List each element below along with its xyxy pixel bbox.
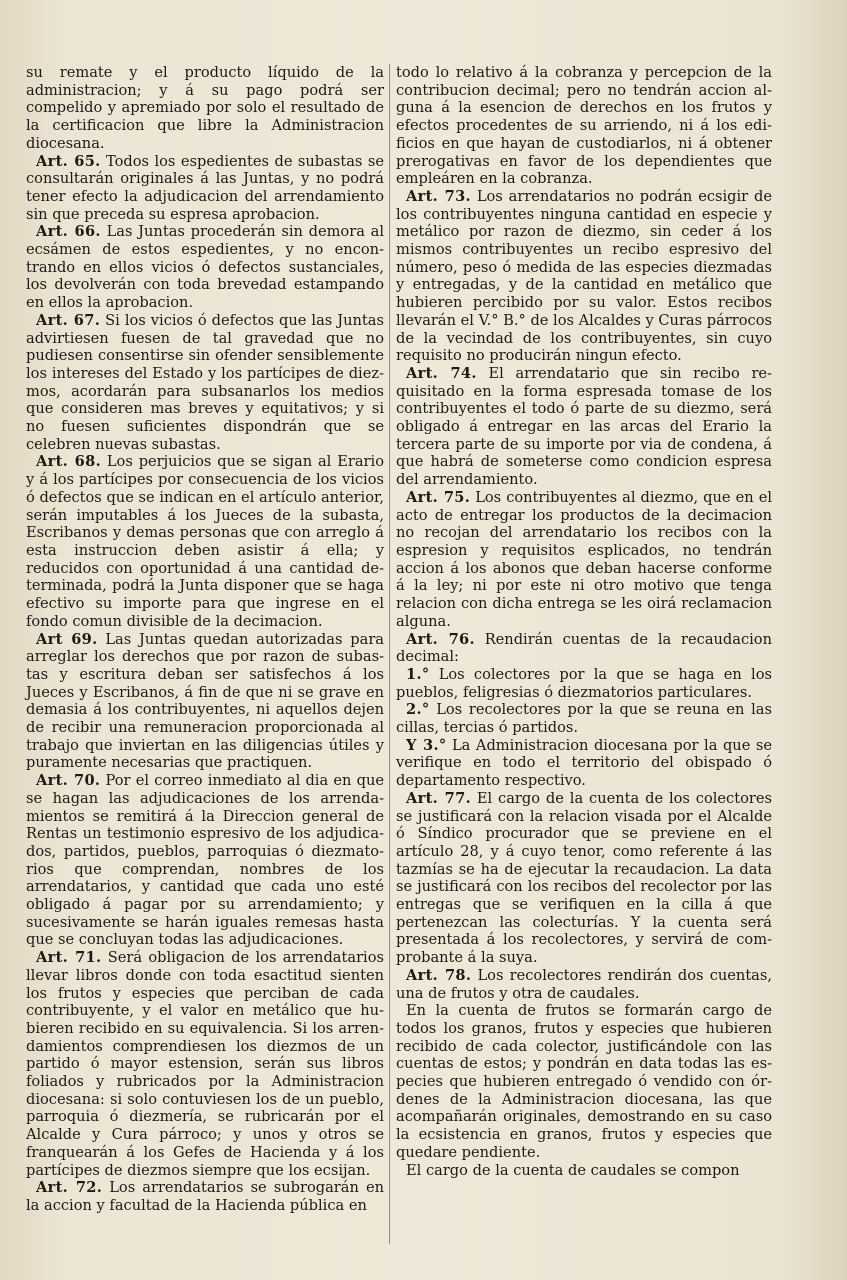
paragraph-text: Los contribuyentes al diezmo, que en el acto de entregar los productos de la decimacion no recojan del arrendatario los recibos con la espresion y requisitos esplicados, no tendrán accion á los abonos que deban hacerse conforme á la ley; ni por este ni otro motivo que tenga relacion con dicha entrega se les oirá reclamacion alguna. <box>396 488 772 630</box>
article-number: 2.° <box>406 701 430 719</box>
paragraph <box>26 772 384 949</box>
paragraph <box>26 312 384 454</box>
paragraph <box>396 737 772 790</box>
paragraph <box>396 489 772 631</box>
paragraph <box>396 1162 772 1180</box>
article-number: Art. 70. <box>36 772 101 790</box>
paragraph <box>396 64 772 188</box>
paragraph <box>396 701 772 736</box>
paragraph-text: El arrendatario que sin recibo requisitado en la forma espresada tomase de los contribuyentes el todo ó parte de su diezmo, será obligado á entregar en las arcas del Erario la tercera parte de su importe por via de condena, á que habrá de someterse como condicion espresa del arrendamiento. <box>396 364 772 489</box>
article-number: 1.° <box>406 665 430 683</box>
paragraph-text: En la cuenta de frutos se formarán cargo de todos los granos, frutos y especies que hubieren recibido de cada colector, justificándole con las cuentas de estos; y pondrán en data todas las especies que hubieren entregado ó vendido con órdenes de la Administracion diocesana, las que acompañarán originales, demostrando en su caso la ecsistencia en granos, frutos y especies que quedare pendiente. <box>396 1002 772 1161</box>
paragraph <box>26 64 384 153</box>
paragraph <box>396 790 772 967</box>
article-number: Art. 74. <box>406 364 477 382</box>
paragraph-text: Los arrendatarios no podrán ecsigir de los contribuyentes ninguna cantidad en especie y metálico por razon de diezmo, sin ceder á los mismos contribuyentes un recibo espresivo del número, peso ó medida de las especies diezmadas y entregadas, y de la cantidad en metálico que hubieren percibido por su valor. Estos recibos llevarán el V.° B.° de los Alcaldes y Curas párrocos de la vecindad de los contribuyentes, sin cuyo requisito no producirán ningun efecto. <box>396 187 772 365</box>
paragraph <box>26 1179 384 1214</box>
article-number: Y 3.° <box>406 736 447 754</box>
column-divider <box>389 64 390 1244</box>
paragraph-text: Los recolectores rendirán dos cuentas, una de frutos y otra de caudales. <box>396 966 773 1002</box>
paragraph <box>396 631 772 666</box>
article-number: Art. 68. <box>36 453 101 471</box>
article-number: Art. 72. <box>36 1179 103 1197</box>
paragraph-text: Todos los espedientes de subastas se consultarán originales á las Juntas, y no podrá tener efecto la adjudicacion del arrendamiento sin que preceda su espresa aprobacion. <box>26 152 384 223</box>
article-number: Art. 77. <box>406 789 471 807</box>
paragraph <box>26 153 384 224</box>
article-number: Art. 73. <box>406 187 471 205</box>
article-number: Art. 67. <box>36 311 101 329</box>
article-number: Art. 78. <box>406 966 472 984</box>
paragraph <box>26 223 384 312</box>
paragraph-text: El cargo de la cuenta de los colectores se justificará con la relacion visada por el Alcalde ó Síndico procurador que se previene en el artículo 28, y á cuyo tenor, como referente á las tazmías se ha de ejecutar la recaudacion. La data se justificará con los recibos del recolector por las entregas que se verifiquen en la cilla á que pertenezcan las colecturías. Y la cuenta será presentada á los recolectores, y servirá de comprobante á la suya. <box>396 789 772 967</box>
paragraph <box>396 1002 772 1161</box>
paragraph-text: Los recolectores por la que se reuna en las cillas, tercias ó partidos. <box>396 701 772 737</box>
paragraph <box>26 949 384 1179</box>
paragraph <box>26 631 384 773</box>
paragraph-text: su remate y el producto líquido de la administracion; y á su pago podrá ser compelido y apremiado por solo el resultado de la certificacion que libre la Administracion diocesana. <box>26 64 384 152</box>
right-column <box>396 64 772 1179</box>
paragraph-text: El cargo de la cuenta de caudales se compon <box>406 1161 740 1179</box>
paragraph-text: Rendirán cuentas de la recaudacion decimal: <box>396 630 772 666</box>
paragraph <box>26 453 384 630</box>
paragraph-text: Los arrendatarios se subrogarán en la accion y facultad de la Hacienda pública en <box>26 1179 384 1214</box>
paragraph-text: todo lo relativo á la cobranza y percepcion de la contribucion decimal; pero no tendrán accion alguna á la esencion de derechos en los frutos y efectos procedentes de su arriendo, ni á los edificios en que hayan de custodiarlos, ni á obtener prerogativas en favor de los dependientes que empleáren en la cobranza. <box>396 64 772 188</box>
paragraph <box>396 188 772 365</box>
paragraph-text: Será obligacion de los arrendatarios llevar libros donde con toda esactitud sienten los frutos y especies que perciban de cada contribuyente, y el valor en metálico que hubieren recibido en su equivalencia. Si los arrendamientos comprendiesen los diezmos de un partido ó mayor estension, serán sus libros foliados y rubricados por la Administracion diocesana: si solo contuviesen los de un pueblo, parroquia ó diezmería, se rubricarán por el Alcalde y Cura párroco; y unos y otros se franquearán á los Gefes de Hacienda y á los partícipes de diezmos siempre que los ecsijan. <box>26 949 384 1179</box>
paragraph <box>396 666 772 701</box>
left-column <box>26 64 384 1215</box>
article-number: Art. 71. <box>36 949 102 967</box>
article-number: Art. 76. <box>406 630 475 648</box>
article-number: Art 69. <box>36 630 98 648</box>
paragraph-text: Los perjuicios que se sigan al Erario y á los partícipes por consecuencia de los vicios ó defectos que se indican en el artículo anterior, serán imputables á los Jueces de la subasta, Escribanos y demas personas que con arreglo á esta instruccion deben asistir á ella; y reducidos con oportunidad á una cantidad determinada, podrá la Junta disponer que se haga efectivo su importe para que ingrese en el fondo comun divisible de la decimacion. <box>26 453 384 630</box>
article-number: Art. 66. <box>36 223 101 241</box>
paragraph-text: Las Juntas quedan autorizadas para arreglar los derechos que por razon de subastas y escritura deban ser satisfechos á los Jueces y Escribanos, á fin de que ni se grave en demasia á los contribuyentes, ni aquellos dejen de recibir una remuneracion proporcionada al trabajo que inviertan en las diligencias útiles y puramente necesarias que practiquen. <box>26 630 384 772</box>
article-number: Art. 75. <box>406 488 471 506</box>
paragraph-text: Los colectores por la que se haga en los pueblos, feligresias ó diezmatorios particulares. <box>396 665 772 701</box>
article-number: Art. 65. <box>36 152 101 170</box>
paragraph-text: Si los vicios ó defectos que las Juntas advirtiesen fuesen de tal gravedad que no pudiesen consentirse sin ofender sensiblemente los intereses del Estado y los partícipes de diezmos, acordarán para subsanarlos los medios que consideren mas breves y equitativos; y si no fuesen suficientes dispondrán que se celebren nuevas subastas. <box>26 311 384 453</box>
paragraph-text: Las Juntas procederán sin demora al ecsámen de estos espedientes, y no encontrando en ellos vicios ó defectos sustanciales, los devolverán con toda brevedad estampando en ellos la aprobacion. <box>26 223 385 312</box>
paragraph-text: Por el correo inmediato al dia en que se hagan las adjudicaciones de los arrendamientos se remitirá á la Direccion general de Rentas un testimonio espresivo de los adjudicados, partidos, pueblos, parroquias ó diezmatorios que comprendan, nombres de los arrendatarios, y cantidad que cada uno esté obligado á pagar por su arrendamiento; y sucesivamente se harán iguales remesas hasta que se concluyan todas las adjudicaciones. <box>26 772 384 949</box>
paragraph <box>396 365 772 489</box>
paragraph-text: La Administracion diocesana por la que se verifique en todo el territorio del obispado ó departamento respectivo. <box>396 736 773 790</box>
paragraph <box>396 967 772 1002</box>
